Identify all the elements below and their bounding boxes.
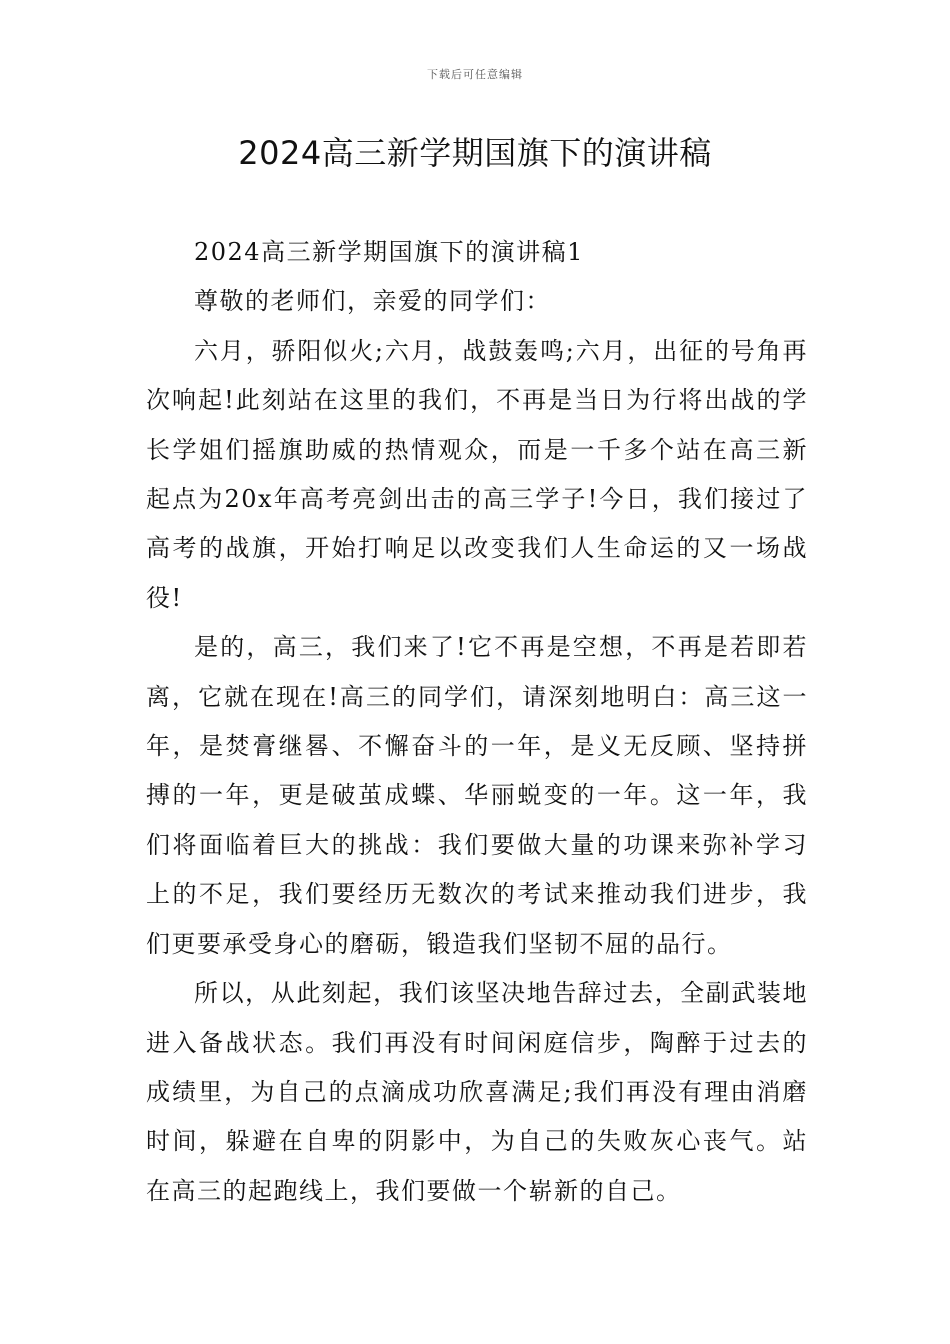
- document-title: 2024高三新学期国旗下的演讲稿: [238, 134, 712, 172]
- salutation-paragraph: 尊敬的老师们，亲爱的同学们：: [194, 287, 551, 316]
- body-paragraph: 是的，高三，我们来了!它不再是空想，不再是若即若离，它就在现在!高三的同学们，请深刻地明白：高三这一年，是焚膏继晷、不懈奋斗的一年，是义无反顾、坚持拼搏的一年，更是破茧成蝶、华丽蜕变的一年。这一年，我们将面临着巨大的挑战：我们要做大量的功课来弥补学习上的不足，我们要经历无数次的考试来推动我们进步，我们更要承受身心的磨砺，锻造我们坚韧不屈的品行。: [146, 633, 808, 958]
- subtitle-paragraph: 2024高三新学期国旗下的演讲稿1: [194, 238, 584, 266]
- document-body: [146, 228, 808, 1216]
- body-paragraph: 所以，从此刻起，我们该坚决地告辞过去，全副武装地进入备战状态。我们再没有时间闲庭信步，陶醉于过去的成绩里，为自己的点滴成功欣喜满足;我们再没有理由消磨时间，躲避在自卑的阴影中，为自己的失败灰心丧气。站在高三的起跑线上，我们要做一个崭新的自己。: [146, 979, 808, 1205]
- header-note: 下载后可任意编辑: [427, 68, 523, 81]
- body-paragraph: 六月，骄阳似火;六月，战鼓轰鸣;六月，出征的号角再次响起!此刻站在这里的我们，不再是当日为行将出战的学长学姐们摇旗助威的热情观众，而是一千多个站在高三新起点为20x年高考亮剑出击的高三学子!今日，我们接过了高考的战旗，开始打响足以改变我们人生命运的又一场战役!: [146, 336, 808, 612]
